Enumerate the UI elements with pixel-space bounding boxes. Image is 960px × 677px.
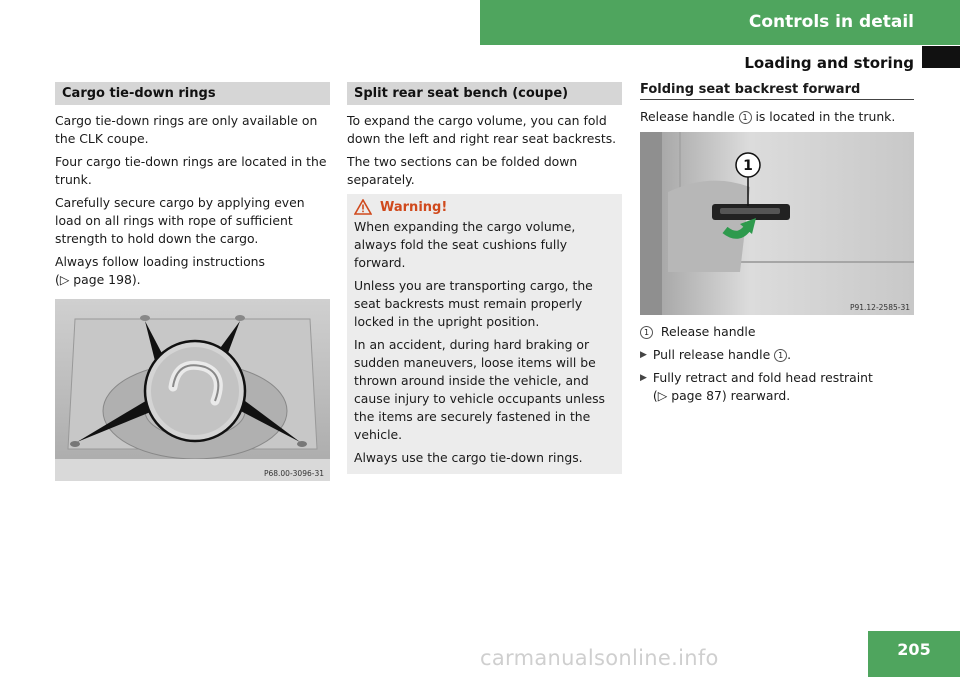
chapter-title: Controls in detail [748, 12, 914, 32]
paragraph: Cargo tie-down rings are only available on the CLK coupe. [55, 113, 318, 146]
release-handle-illustration [640, 132, 914, 315]
bullet-arrow-icon: ▶ [640, 372, 647, 382]
paragraph: The two sections can be folded down separately. [347, 154, 578, 187]
rear-seat-heading: Split rear seat bench (coupe) [347, 82, 622, 105]
photo-reference: P68.00-3096-31 [263, 469, 324, 478]
step-2: ▶ Fully retract and fold head restraint (▷ page 87) rearward. [640, 369, 914, 410]
legend-item: 1 Release handle [640, 323, 914, 341]
watermark: carmanualsonline.info [480, 646, 719, 670]
paragraph: Always follow loading instructions [55, 254, 265, 269]
column-fold-backrest [640, 82, 914, 410]
trunk-illustration [55, 299, 330, 481]
paragraph: Four cargo tie-down rings are located in the trunk. [55, 154, 327, 187]
fold-backrest-heading: Folding seat backrest forward [640, 82, 914, 100]
section-title: Loading and storing [744, 54, 914, 72]
step-1: ▶ Pull release handle 1 . [640, 346, 914, 369]
section-marker [922, 46, 960, 68]
chapter-tab [480, 0, 960, 45]
callout-number: 1 [743, 158, 753, 174]
page-number: 205 [868, 631, 960, 677]
column-cargo-rings [55, 82, 330, 481]
warning-label: Warning! [380, 199, 448, 215]
photo-reference: P91.12-2585-31 [849, 303, 910, 312]
warning-paragraph: Unless you are transporting cargo, the seat backrests must remain properly locked in the upright position. [354, 278, 593, 329]
cargo-rings-heading: Cargo tie-down rings [55, 82, 330, 105]
page-reference: (▷ page 87) rearward. [652, 388, 791, 403]
callout-marker: 1 [774, 349, 787, 362]
warning-paragraph: Always use the cargo tie-down rings. [354, 450, 583, 465]
warning-triangle-icon [354, 199, 372, 215]
bullet-arrow-icon: ▶ [640, 349, 647, 359]
warning-paragraph: When expanding the cargo volume, always fold the seat cushions fully forward. [354, 219, 576, 270]
warning-paragraph: In an accident, during hard braking or sudden maneuvers, loose items will be thrown around inside the vehicle, and cause injury to vehicle occupants unless the items are securely fastened in the vehicle. [354, 337, 605, 442]
paragraph: To expand the cargo volume, you can fold down the left and right rear seat backrests. [347, 113, 617, 146]
legend-marker: 1 [640, 326, 653, 339]
intro-text: Release handle 1 is located in the trunk. [640, 109, 896, 124]
page-reference: (▷ page 198). [55, 272, 141, 287]
warning-box [347, 194, 622, 474]
callout-marker: 1 [739, 111, 752, 124]
release-handle-photo [640, 132, 914, 315]
trunk-photo [55, 299, 330, 481]
column-rear-seat [347, 82, 622, 474]
paragraph: Carefully secure cargo by applying even load on all rings with rope of sufficient strength to hold down the cargo. [55, 195, 305, 246]
warning-title [354, 199, 615, 215]
